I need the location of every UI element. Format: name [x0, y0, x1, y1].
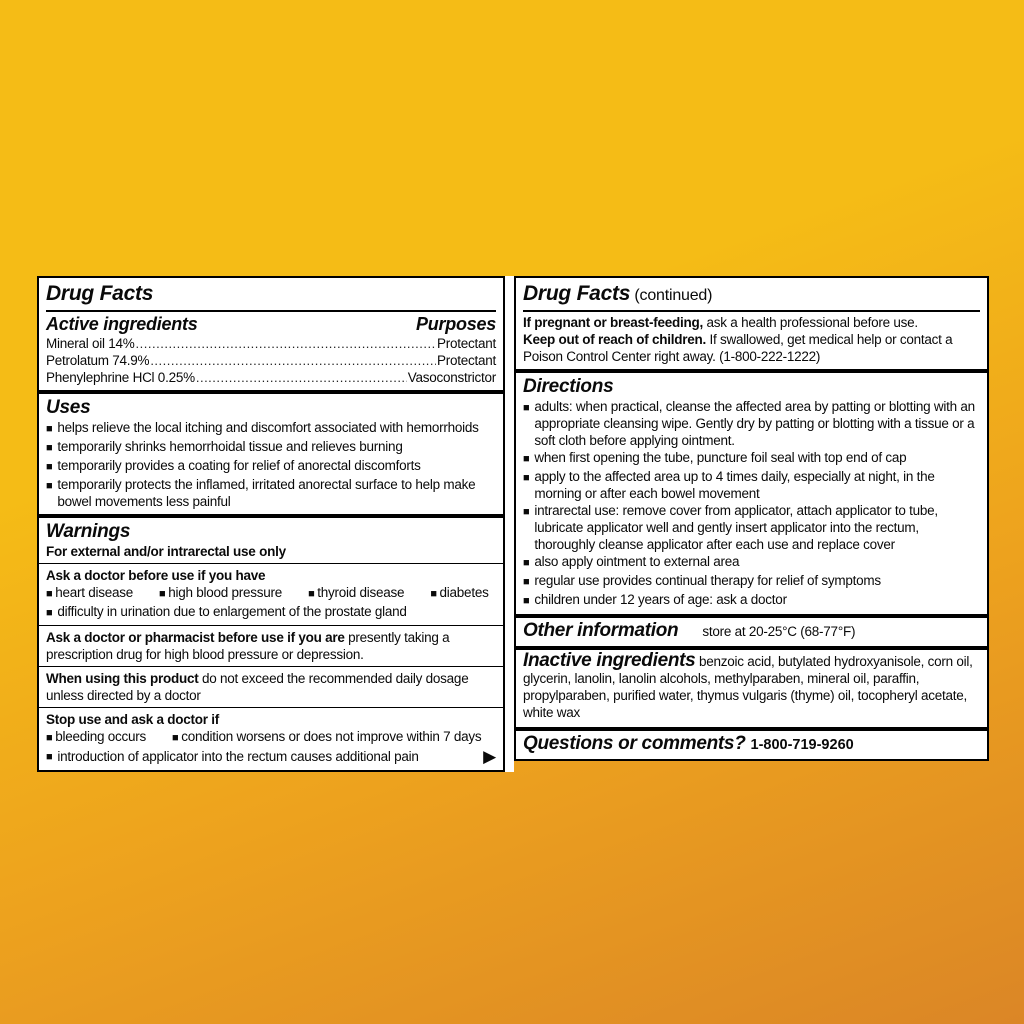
- list-item: [523, 449, 980, 468]
- continued-label: (continued): [634, 287, 713, 304]
- ingredient-name: Mineral oil 14%: [46, 336, 135, 351]
- ingredient-name: Phenylephrine HCl 0.25%: [46, 370, 195, 385]
- drug-facts-title: Drug Facts: [523, 282, 631, 305]
- stop-use-list: [46, 728, 496, 747]
- list-item: [523, 553, 980, 572]
- warnings-heading: Warnings: [46, 521, 131, 542]
- storage-text: store at 20-25°C (68-77°F): [702, 623, 856, 639]
- direction-text: intrarectal use: remove cover from applicator, attach applicator to tube, lubricate applicator well and gently insert applicator into the rectum, thoroughly cleanse applicator after each use and replace cover: [534, 503, 938, 552]
- dot-leader: [150, 352, 436, 369]
- bullet-square-icon: [523, 468, 529, 487]
- phone-number: 1-800-719-9260: [750, 737, 854, 753]
- panel-title: [46, 280, 496, 312]
- other-information-box: [514, 616, 989, 648]
- bullet-square-icon: [46, 419, 52, 438]
- list-item: [46, 438, 496, 457]
- purposes-heading: Purposes: [415, 314, 496, 334]
- active-ingredients-heading: Active ingredients: [46, 314, 198, 334]
- uses-heading: Uses: [46, 397, 91, 418]
- directions-box: [514, 371, 989, 616]
- paragraph-text: If swallowed, get medical help or contact a Poison Control Center right away. (1-800-222-1222): [523, 332, 953, 364]
- direction-text: when first opening the tube, puncture foil seal with top end of cap: [534, 450, 907, 465]
- ingredient-purpose: Protectant: [436, 353, 496, 368]
- divider: [39, 563, 503, 564]
- continuation-arrow-icon: ▶: [483, 747, 496, 766]
- other-information-row: [523, 620, 980, 642]
- ask-doctor-lead: Ask a doctor before use if you have: [46, 568, 266, 583]
- list-item: [308, 584, 404, 603]
- list-item: [523, 502, 980, 553]
- questions-row: [523, 733, 980, 755]
- direction-text: apply to the affected area up to 4 times daily, especially at night, in the morning or after each bowel movement: [534, 469, 935, 501]
- active-ingredients-box: [37, 276, 505, 392]
- list-item: [172, 728, 481, 747]
- ingredient-row: [46, 369, 496, 386]
- paragraph-lead: When using this product: [46, 671, 199, 686]
- list-item: [159, 584, 282, 603]
- ingredient-purpose: Vasoconstrictor: [407, 370, 496, 385]
- paragraph-text: do not exceed the recommended daily dosage unless directed by a doctor: [46, 671, 469, 703]
- divider: [39, 625, 503, 626]
- list-item: [46, 457, 496, 476]
- divider: [39, 666, 503, 667]
- pregnancy-paragraph: [523, 314, 980, 331]
- direction-text: adults: when practical, cleanse the affected area by patting or blotting with an appropriate cleansing wipe. Gently dry by patting or blotting with a tissue or a soft cloth before applying ointment.: [534, 399, 975, 448]
- when-using-paragraph: [46, 670, 496, 704]
- drug-facts-panel-right: [514, 276, 989, 761]
- ask-doctor-pharmacist-paragraph: [46, 629, 496, 663]
- bullet-square-icon: [46, 747, 52, 766]
- bullet-square-icon: [46, 603, 52, 622]
- bullet-square-icon: [159, 585, 168, 600]
- paragraph-lead: Ask a doctor or pharmacist before use if you are: [46, 630, 345, 645]
- list-item: [702, 623, 855, 640]
- ingredient-name: Petrolatum 74.9%: [46, 353, 150, 368]
- bullet-square-icon: [46, 585, 55, 600]
- list-item: [46, 728, 146, 747]
- panel-gutter: [505, 276, 514, 772]
- inactive-ingredients-text: benzoic acid, butylated hydroxyanisole, corn oil, glycerin, lanolin, lanolin alcohols, methylparaben, mineral oil, paraffin, propylparaben, purified water, thymus vulgaris (thyme) oil, tocopheryl acetate, white wax: [523, 654, 973, 720]
- paragraph-text: ask a health professional before use.: [706, 315, 918, 330]
- condition-list: [46, 584, 496, 603]
- list-item: [46, 584, 133, 603]
- paragraph-lead: Keep out of reach of children.: [523, 332, 707, 347]
- questions-box: [514, 729, 989, 761]
- list-item: [46, 476, 496, 510]
- condition-text: diabetes: [439, 585, 489, 600]
- stop-use-text: introduction of applicator into the rectum causes additional pain: [57, 749, 419, 764]
- stop-use-text: bleeding occurs: [55, 729, 147, 744]
- ingredient-purpose: Protectant: [436, 336, 496, 351]
- list-item: [46, 603, 496, 622]
- bullet-square-icon: [172, 729, 181, 744]
- paragraph-text: presently taking a prescription drug for high blood pressure or depression.: [46, 630, 450, 662]
- bullet-square-icon: [46, 729, 55, 744]
- list-item: [430, 584, 488, 603]
- condition-text: difficulty in urination due to enlargement of the prostate gland: [57, 604, 407, 619]
- direction-text: also apply ointment to external area: [534, 554, 740, 569]
- use-text: temporarily provides a coating for relief of anorectal discomforts: [57, 458, 421, 473]
- bullet-square-icon: [308, 585, 317, 600]
- direction-text: children under 12 years of age: ask a doctor: [534, 592, 787, 607]
- directions-heading: Directions: [523, 376, 614, 397]
- list-item: [523, 591, 980, 610]
- bullet-square-icon: [523, 449, 529, 468]
- bullet-square-icon: [523, 502, 529, 521]
- ingredient-row: [46, 335, 496, 352]
- bullet-square-icon: [523, 553, 529, 572]
- bullet-square-icon: [46, 457, 52, 476]
- use-text: helps relieve the local itching and discomfort associated with hemorrhoids: [57, 420, 479, 435]
- warnings-subheading: For external and/or intrarectal use only: [46, 544, 286, 559]
- stop-use-text: condition worsens or does not improve within 7 days: [181, 729, 482, 744]
- bullet-square-icon: [46, 476, 52, 495]
- list-item: [46, 747, 496, 766]
- inactive-ingredients-heading: Inactive ingredients: [523, 650, 696, 671]
- inactive-ingredients-paragraph: [523, 652, 980, 721]
- continued-box: [514, 276, 989, 371]
- other-information-heading: Other information: [523, 620, 679, 641]
- drug-facts-label: [37, 276, 989, 772]
- direction-text: regular use provides continual therapy for relief of symptoms: [534, 573, 881, 588]
- use-text: temporarily protects the inflamed, irritated anorectal surface to help make bowel movements less painful: [57, 477, 476, 509]
- panel-title: [523, 280, 980, 312]
- use-text: temporarily shrinks hemorrhoidal tissue and relieves burning: [57, 439, 403, 454]
- bullet-square-icon: [430, 585, 439, 600]
- drug-facts-title: Drug Facts: [46, 282, 154, 305]
- paragraph-lead: If pregnant or breast-feeding,: [523, 315, 704, 330]
- inactive-ingredients-box: [514, 648, 989, 729]
- keep-out-paragraph: [523, 331, 980, 365]
- uses-box: [37, 392, 505, 516]
- dot-leader: [136, 335, 436, 352]
- bullet-square-icon: [46, 438, 52, 457]
- bullet-square-icon: [523, 591, 529, 610]
- active-ingredients-header-row: [46, 314, 496, 335]
- warnings-box: [37, 516, 505, 772]
- ingredient-row: [46, 352, 496, 369]
- bullet-square-icon: [523, 572, 529, 591]
- list-item: [523, 468, 980, 502]
- bullet-square-icon: [523, 398, 529, 417]
- dot-leader: [196, 369, 407, 386]
- stop-use-lead: Stop use and ask a doctor if: [46, 712, 220, 727]
- divider: [39, 707, 503, 708]
- list-item: [46, 419, 496, 438]
- condition-text: thyroid disease: [317, 585, 405, 600]
- drug-facts-panel-left: [37, 276, 505, 772]
- list-item: [523, 572, 980, 591]
- questions-heading: Questions or comments?: [523, 733, 746, 754]
- list-item: [523, 398, 980, 449]
- condition-text: high blood pressure: [168, 585, 283, 600]
- condition-text: heart disease: [55, 585, 134, 600]
